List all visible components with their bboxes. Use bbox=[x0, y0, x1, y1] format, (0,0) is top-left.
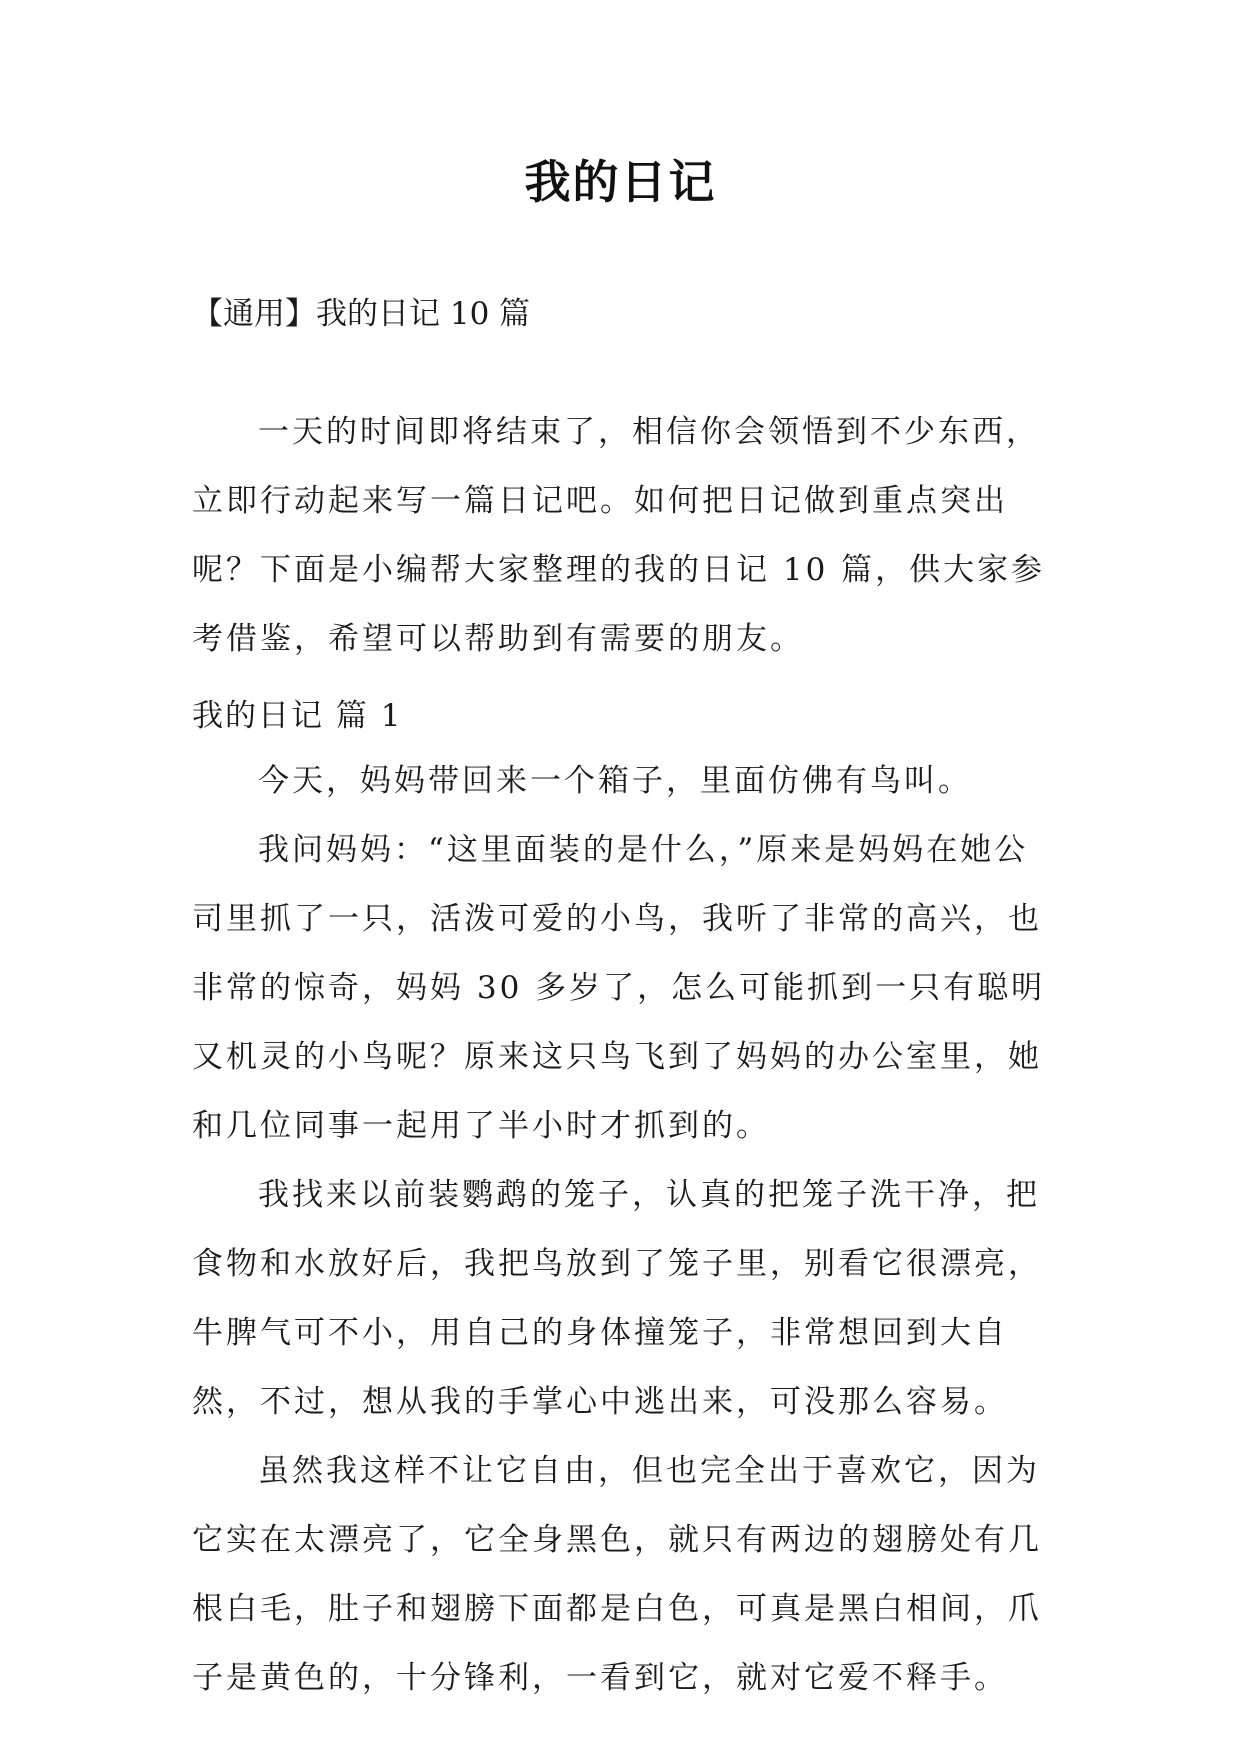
document-title: 我的日记 bbox=[524, 155, 717, 209]
document-subtitle: 【通用】我的日记 10 篇 bbox=[192, 296, 531, 332]
section-heading: 我的日记 篇 1 bbox=[192, 698, 403, 734]
entry-paragraph: 我找来以前装鹦鹉的笼子，认真的把笼子洗干净，把食物和水放好后，我把鸟放到了笼子里，别看它很漂亮，牛脾气可不小，用自己的身体撞笼子，非常想回到大自然，不过，想从我的手掌心中逃出来，可没那么容易。 bbox=[192, 1177, 1042, 1420]
entry-paragraph: 虽然我这样不让它自由，但也完全出于喜欢它，因为它实在太漂亮了，它全身黑色，就只有两边的翅膀处有几根白毛，肚子和翅膀下面都是白色，可真是黑白相间，爪子是黄色的，十分锋利，一看到它，就对它爱不释手。 bbox=[192, 1453, 1042, 1696]
diary-entry bbox=[192, 747, 1054, 1713]
intro-paragraph: 一天的时间即将结束了，相信你会领悟到不少东西，立即行动起来写一篇日记吧。如何把日记做到重点突出呢？下面是小编帮大家整理的我的日记 10 篇，供大家参考借鉴，希望可以帮助到有需要的朋友。 bbox=[192, 414, 1046, 657]
entry-paragraph: 今天，妈妈带回来一个箱子，里面仿佛有鸟叫。 bbox=[258, 763, 972, 799]
entry-paragraph: 我问妈妈：“这里面装的是什么，”原来是妈妈在她公司里抓了一只，活泼可爱的小鸟，我听了非常的高兴，也非常的惊奇，妈妈 30 多岁了，怎么可能抓到一只有聪明又机灵的小鸟呢？原来这只鸟飞到了妈妈的办公室里，她和几位同事一起用了半小时才抓到的。 bbox=[192, 832, 1046, 1144]
